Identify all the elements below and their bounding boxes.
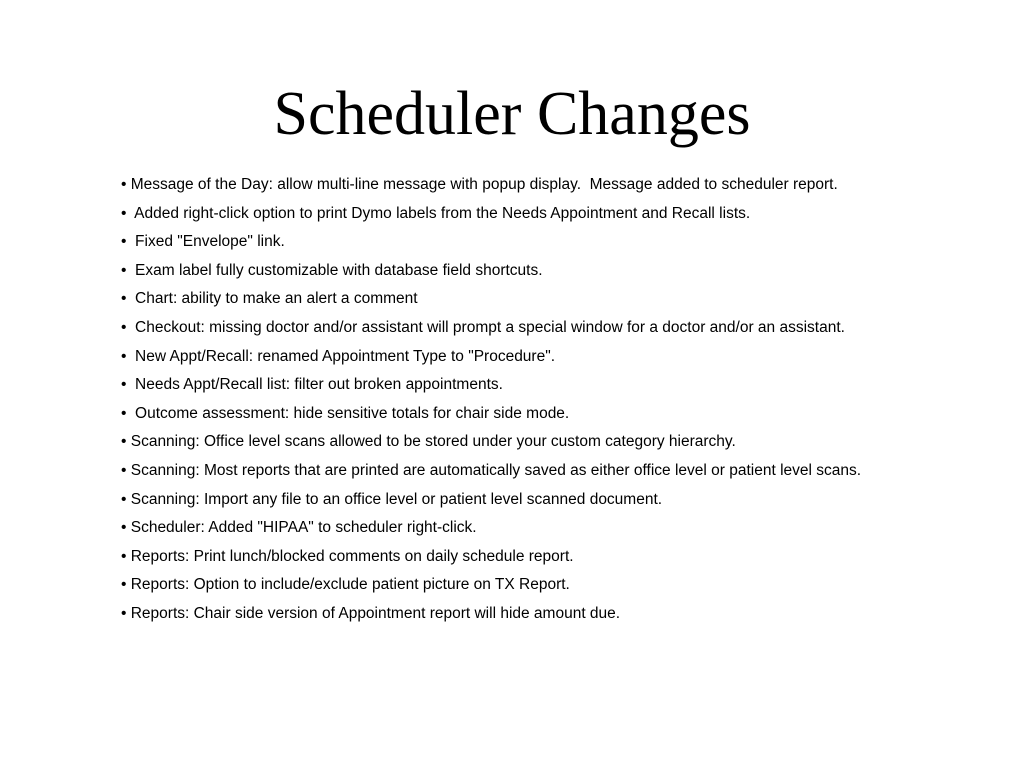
bullet-item: • Needs Appt/Recall list: filter out broken appointments. [121,376,503,394]
bullet-item: • Scheduler: Added "HIPAA" to scheduler right-click. [121,519,477,537]
bullet-item: • Message of the Day: allow multi-line message with popup display. Message added to scheduler report. [121,176,838,193]
bullet-item: • Outcome assessment: hide sensitive totals for chair side mode. [121,404,570,422]
bullet-item: • Reports: Print lunch/blocked comments on daily schedule report. [121,547,574,565]
bullet-item: • Added right-click option to print Dymo labels from the Needs Appointment and Recall lists. [121,204,751,222]
bullet-item: • Scanning: Import any file to an office level or patient level scanned document. [121,490,663,508]
slide-title: Scheduler Changes [273,80,751,148]
bullet-list [121,176,871,634]
bullet-item: • New Appt/Recall: renamed Appointment Type to "Procedure". [121,347,556,365]
bullet-item: • Scanning: Office level scans allowed to be stored under your custom category hierarchy. [121,433,736,451]
bullet-item: • Checkout: missing doctor and/or assistant will prompt a special window for a doctor and/or an assistant. [121,318,845,336]
bullet-item: • Reports: Option to include/exclude patient picture on TX Report. [121,576,570,594]
bullet-item: • Exam label fully customizable with database field shortcuts. [121,261,543,279]
bullet-item: • Scanning: Most reports that are printed are automatically saved as either office level or patient level scans. [121,461,862,479]
bullet-item: • Reports: Chair side version of Appointment report will hide amount due. [121,604,621,622]
bullet-item: • Fixed "Envelope" link. [121,233,285,251]
bullet-item: • Chart: ability to make an alert a comment [121,290,418,308]
